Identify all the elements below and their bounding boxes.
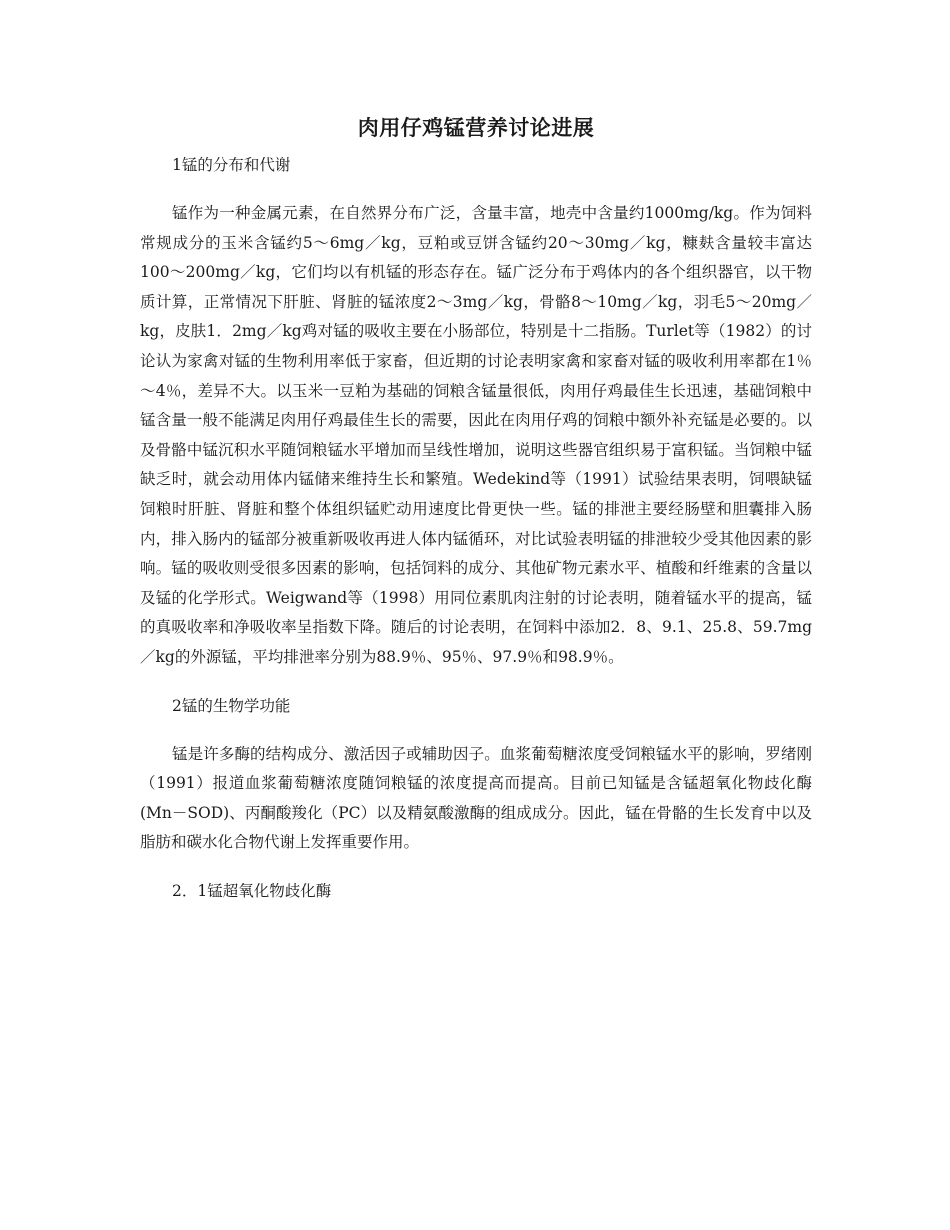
subsection-heading-2-1: 2．1锰超氧化物歧化酶 — [172, 881, 332, 900]
document-title: 肉用仔鸡锰营养讨论进展 — [357, 115, 595, 140]
section-paragraph-2: 锰是许多酶的结构成分、激活因子或辅助因子。血浆葡萄糖浓度受饲粮锰水平的影响，罗绪刚（1991）报道血浆葡萄糖浓度随饲粮锰的浓度提高而提高。目前已知锰是含锰超氧化物歧化酶(Mn－SOD)、丙酮酸羧化（PC）以及精氨酸激酶的组成成分。因此，锰在骨骼的生长发育中以及脂肪和碳水化合物代谢上发挥重要作用。 — [140, 744, 812, 852]
document-page — [140, 108, 812, 925]
section-heading-2: 2锰的生物学功能 — [172, 696, 291, 715]
section-heading-1: 1锰的分布和代谢 — [172, 156, 291, 174]
section-paragraph-1: 锰作为一种金属元素，在自然界分布广泛，含量丰富，地壳中含量约1000mg/kg。作为饲料常规成分的玉米含锰约5～6mg／kg，豆粕或豆饼含锰约20～30mg／kg，糠麸含量较丰富达100～200mg／kg，它们均以有机锰的形态存在。锰广泛分布于鸡体内的各个组织器官，以干物质计算，正常情况下肝脏、肾脏的锰浓度2～3mg／kg，骨骼8～10mg／kg，羽毛5～20mg／kg，皮肤1．2mg／kg鸡对锰的吸收主要在小肠部位，特别是十二指肠。Turlet等（1982）的讨论认为家禽对锰的生物利用率低于家畜，但近期的讨论表明家禽和家畜对锰的吸收利用率都在1％～4％，差异不大。以玉米一豆粕为基础的饲粮含锰量很低，肉用仔鸡最佳生长迅速，基础饲粮中锰含量一般不能满足肉用仔鸡最佳生长的需要，因此在肉用仔鸡的饲粮中额外补充锰是必要的。以及骨骼中锰沉积水平随饲粮锰水平增加而呈线性增加，说明这些器官组织易于富积锰。当饲粮中锰缺乏时，就会动用体内锰储来维持生长和繁殖。Wedekind等（1991）试验结果表明，饲喂缺锰饲粮时肝脏、肾脏和整个体组织锰贮动用速度比骨更快一些。锰的排泄主要经肠壁和胆囊排入肠内，排入肠内的锰部分被重新吸收再进人体内锰循环，对比试验表明锰的排泄较少受其他因素的影响。锰的吸收则受很多因素的影响，包括饲料的成分、其他矿物元素水平、植酸和纤维素的含量以及锰的化学形式。Weigwand等（1998）用同位素肌肉注射的讨论表明，随着锰水平的提高，锰的真吸收率和净吸收率呈指数下降。随后的讨论表明，在饲料中添加2．8、9.1、25.8、59.7mg／kg的外源锰，平均排泄率分别为88.9％、95％、97.9％和98.9％。 — [140, 204, 812, 666]
